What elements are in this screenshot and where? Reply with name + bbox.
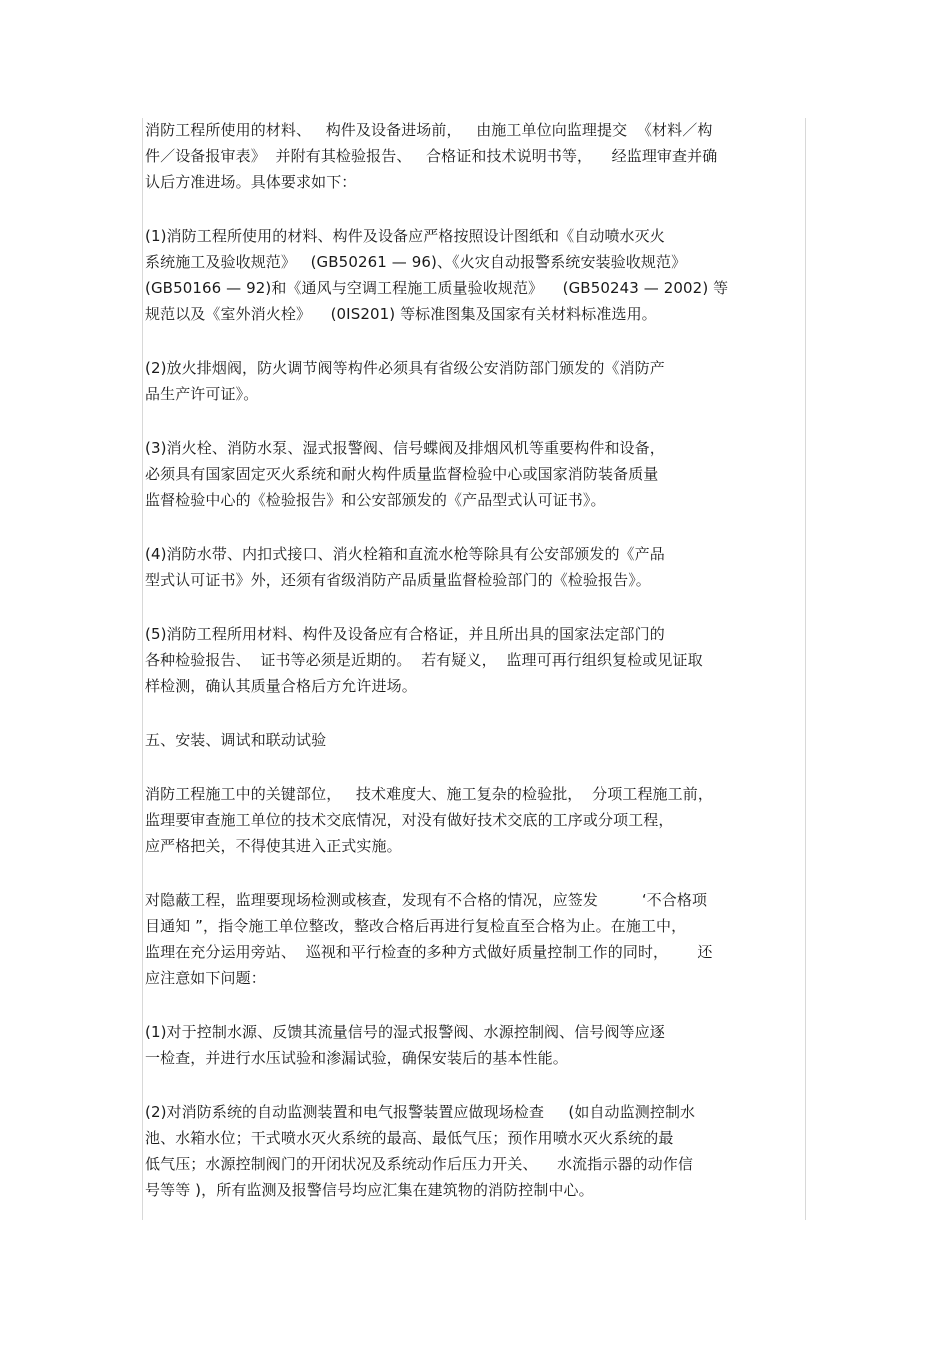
text-line: 监督检验中心的《检验报告》和公安部颁发的《产品型式认可证书》。 xyxy=(145,491,606,509)
text-line: 监理要审查施工单位的技术交底情况，对没有做好技术交底的工序或分项工程， xyxy=(145,811,674,829)
paragraph-item-1 xyxy=(145,223,803,327)
text-line: 消防工程所使用的材料、 构件及设备进场前， 由施工单位向监理提交 《材料／构 xyxy=(145,121,713,139)
text-line: (2)对消防系统的自动监测装置和电气报警装置应做现场检查 (如自动监测控制水 xyxy=(145,1103,696,1121)
paragraph-item-5 xyxy=(145,621,803,699)
text-line: 号等等 )，所有监测及报警信号均应汇集在建筑物的消防控制中心。 xyxy=(145,1181,594,1199)
text-line: 应注意如下问题： xyxy=(145,969,266,987)
paragraph-issue-2 xyxy=(145,1099,803,1203)
section-heading xyxy=(145,727,803,753)
text-line: 一检查，并进行水压试验和渗漏试验，确保安装后的基本性能。 xyxy=(145,1049,568,1067)
paragraph-item-2 xyxy=(145,355,803,407)
text-line: 五、安装、调试和联动试验 xyxy=(145,731,327,749)
paragraph-key-parts xyxy=(145,781,803,859)
text-line: 样检测，确认其质量合格后方允许进场。 xyxy=(145,677,417,695)
text-line: 低气压；水源控制阀门的开闭状况及系统动作后压力开关、 水流指示器的动作信 xyxy=(145,1155,693,1173)
text-line: 认后方准进场。具体要求如下： xyxy=(145,173,357,191)
paragraph-issue-1 xyxy=(145,1019,803,1071)
text-line: 必须具有国家固定灭火系统和耐火构件质量监督检验中心或国家消防装备质量 xyxy=(145,465,659,483)
text-line: 监理在充分运用旁站、 巡视和平行检查的多种方式做好质量控制工作的同时， 还 xyxy=(145,943,713,961)
document-body xyxy=(145,117,803,1231)
text-line: 规范以及《室外消火栓》 (0IS201) 等标准图集及国家有关材料标准选用。 xyxy=(145,305,657,323)
text-line: 对隐蔽工程，监理要现场检测或核查，发现有不合格的情况，应签发 ‘不合格项 xyxy=(145,891,708,909)
paragraph-concealed-works xyxy=(145,887,803,991)
text-line: 各种检验报告、 证书等必须是近期的。 若有疑义， 监理可再行组织复检或见证取 xyxy=(145,651,703,669)
text-line: (2)放火排烟阀，防火调节阀等构件必须具有省级公安消防部门颁发的《消防产 xyxy=(145,359,665,377)
text-line: (3)消火栓、消防水泵、湿式报警阀、信号蝶阀及排烟风机等重要构件和设备， xyxy=(145,439,665,457)
text-line: 系统施工及验收规范》 (GB50261 — 96)、《火灾自动报警系统安装验收规范》 xyxy=(145,253,687,271)
text-line: 应严格把关，不得使其进入正式实施。 xyxy=(145,837,402,855)
paragraph-item-4 xyxy=(145,541,803,593)
text-line: 型式认可证书》外，还须有省级消防产品质量监督检验部门的《检验报告》。 xyxy=(145,571,651,589)
text-line: (1)消防工程所使用的材料、构件及设备应严格按照设计图纸和《自动喷水灭火 xyxy=(145,227,665,245)
text-line: (4)消防水带、内扣式接口、消火栓箱和直流水枪等除具有公安部颁发的《产品 xyxy=(145,545,665,563)
text-line: 目通知 ”，指令施工单位整改，整改合格后再进行复检直至合格为止。在施工中， xyxy=(145,917,687,935)
paragraph-intro xyxy=(145,117,803,195)
text-line: 件／设备报审表》 并附有其检验报告、 合格证和技术说明书等， 经监理审查并确 xyxy=(145,147,718,165)
text-line: 池、水箱水位；干式喷水灭火系统的最高、最低气压；预作用喷水灭火系统的最 xyxy=(145,1129,674,1147)
text-line: 消防工程施工中的关键部位， 技术难度大、施工复杂的检验批， 分项工程施工前， xyxy=(145,785,713,803)
text-line: 品生产许可证》。 xyxy=(145,385,259,403)
text-line: (GB50166 — 92)和《通风与空调工程施工质量验收规范》 (GB50243 — 2002) 等 xyxy=(145,279,729,297)
text-line: (1)对于控制水源、反馈其流量信号的湿式报警阀、水源控制阀、信号阀等应逐 xyxy=(145,1023,665,1041)
paragraph-item-3 xyxy=(145,435,803,513)
text-line: (5)消防工程所用材料、构件及设备应有合格证，并且所出具的国家法定部门的 xyxy=(145,625,665,643)
